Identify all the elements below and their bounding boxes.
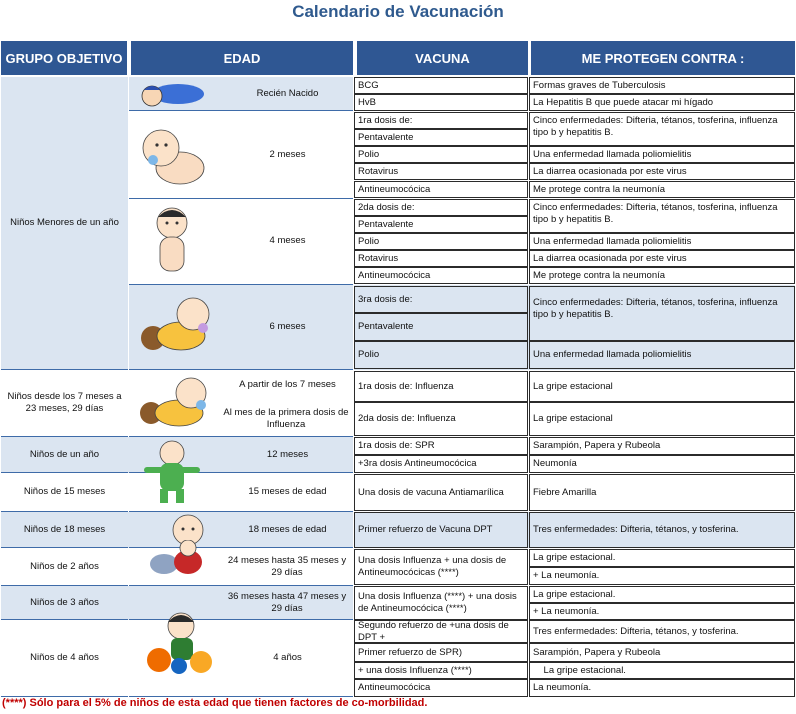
header-grupo-objetivo: GRUPO OBJETIVO: [1, 41, 127, 75]
vacuna-cell: Polio: [354, 233, 528, 250]
edad-text: 6 meses: [269, 321, 306, 333]
protege-cell: Una enfermedad llamada poliomielitis: [529, 341, 795, 369]
baby-4months-icon: [150, 205, 194, 281]
protege-cell: La gripe estacional.: [529, 549, 795, 567]
edad-text: 4 meses: [269, 235, 306, 247]
protege-cell: Una enfermedad llamada poliomielitis: [529, 233, 795, 250]
vacuna-cell: Antineumocócica: [354, 679, 528, 697]
protege-cell: Fiebre Amarilla: [529, 474, 795, 511]
vacuna-cell: Antineumocócica: [354, 181, 528, 198]
edad-text: 15 meses de edad: [248, 486, 327, 498]
protege-cell: Sarampión, Papera y Rubeola: [529, 643, 795, 662]
edad-text: 24 meses hasta 35 meses y 29 días: [227, 555, 347, 578]
protege-cell: Cinco enfermedades: Difteria, tétanos, tosferina, influenza tipo b y hepatitis B.: [529, 199, 795, 233]
baby-7months-icon: [135, 373, 215, 433]
header-vacuna: VACUNA: [357, 41, 528, 75]
vacuna-cell: Una dosis de vacuna Antiamarílica: [354, 474, 528, 511]
protege-cell: La neumonía.: [529, 679, 795, 697]
edad-text: 36 meses hasta 47 meses y 29 días: [227, 591, 347, 614]
protege-cell: Formas graves de Tuberculosis: [529, 77, 795, 94]
vacuna-cell: Polio: [354, 341, 528, 369]
edad-text: 4 años: [273, 652, 302, 664]
group-cell: Niños de 15 meses: [1, 473, 128, 512]
vacuna-cell: 1ra dosis de:: [354, 112, 528, 129]
baby-newborn-icon: [138, 80, 206, 108]
edad-text: 18 meses de edad: [248, 524, 327, 536]
protege-cell: La diarrea ocasionada por este virus: [529, 163, 795, 180]
page-title: Calendario de Vacunación: [292, 2, 504, 21]
edad-text: Al mes de la primera dosis de Influenza: [223, 407, 349, 430]
vacuna-cell: HvB: [354, 94, 528, 111]
baby-2years-icon: [148, 540, 208, 576]
vacuna-cell: Primer refuerzo de Vacuna DPT: [354, 512, 528, 548]
protege-cell: Tres enfermedades: Difteria, tétanos, y tosferina.: [529, 512, 795, 548]
protege-cell: + La neumonía.: [529, 567, 795, 585]
vacuna-cell: Antineumocócica: [354, 267, 528, 284]
protege-cell: La gripe estacional: [529, 371, 795, 402]
group-cell: Niños de un año: [1, 437, 128, 473]
vacuna-cell: 2da dosis de:: [354, 199, 528, 216]
protege-cell: + La neumonía.: [529, 603, 795, 620]
protege-cell: Cinco enfermedades: Difteria, tétanos, tosferina, influenza tipo b y hepatitis B.: [529, 112, 795, 146]
vacuna-cell: Pentavalente: [354, 129, 528, 146]
group-cell: Niños de 2 años: [1, 548, 128, 586]
vacuna-cell: + una dosis Influenza (****): [354, 662, 528, 679]
vacuna-cell: 2da dosis de: Influenza: [354, 402, 528, 436]
edad-text: A partir de los 7 meses: [239, 379, 336, 391]
group-cell: Niños Menores de un año: [1, 77, 128, 370]
baby-6months-icon: [135, 292, 215, 358]
edad-text: 12 meses: [266, 449, 309, 461]
vacuna-cell: Segundo refuerzo de +una dosis de DPT +: [354, 620, 528, 643]
vacuna-cell: 1ra dosis de: SPR: [354, 437, 528, 455]
protege-cell: La gripe estacional: [529, 402, 795, 436]
vacuna-cell: Una dosis Influenza (****) + una dosis de Antineumocócica (****): [354, 586, 528, 620]
edad-text: Recién Nacido: [256, 88, 319, 100]
vacuna-cell: BCG: [354, 77, 528, 94]
protege-cell: La gripe estacional.: [529, 586, 795, 603]
vacuna-cell: Rotavirus: [354, 163, 528, 180]
vacuna-cell: +3ra dosis Antineumocócica: [354, 455, 528, 473]
header-protegen: ME PROTEGEN CONTRA :: [531, 41, 795, 75]
footnote: (****) Sólo para el 5% de niños de esta edad que tienen factores de co-morbilidad.: [2, 697, 428, 709]
vacuna-cell: Una dosis Influenza + una dosis de Antineumocócicas (****): [354, 549, 528, 585]
baby-12months-icon: [140, 439, 204, 505]
baby-2months-icon: [135, 120, 213, 190]
protege-cell: La diarrea ocasionada por este virus: [529, 250, 795, 267]
group-cell: Niños de 4 años: [1, 620, 128, 697]
vacuna-cell: Pentavalente: [354, 216, 528, 233]
protege-cell: Me protege contra la neumonía: [529, 181, 795, 198]
protege-cell: Una enfermedad llamada poliomielitis: [529, 146, 795, 163]
vacuna-cell: Pentavalente: [354, 313, 528, 341]
header-edad: EDAD: [131, 41, 353, 75]
protege-cell: Cinco enfermedades: Difteria, tétanos, tosferina, influenza tipo b y hepatitis B.: [529, 286, 795, 341]
protege-cell: La Hepatitis B que puede atacar mi hígado: [529, 94, 795, 111]
protege-cell: Neumonía: [529, 455, 795, 473]
protege-cell: Tres enfermedades: Difteria, tétanos, y tosferina.: [529, 620, 795, 643]
vacuna-cell: Polio: [354, 146, 528, 163]
protege-cell: Me protege contra la neumonía: [529, 267, 795, 284]
edad-text: 2 meses: [269, 149, 306, 161]
baby-4years-icon: [145, 610, 217, 676]
protege-cell: La gripe estacional.: [529, 662, 795, 679]
protege-cell: Sarampión, Papera y Rubeola: [529, 437, 795, 455]
group-cell: Niños de 3 años: [1, 586, 128, 620]
vacuna-cell: 3ra dosis de:: [354, 286, 528, 313]
vacuna-cell: 1ra dosis de: Influenza: [354, 371, 528, 402]
group-cell: Niños de 18 meses: [1, 512, 128, 548]
vacuna-cell: Rotavirus: [354, 250, 528, 267]
group-cell: Niños desde los 7 meses a 23 meses, 29 días: [1, 370, 128, 437]
vacuna-cell: Primer refuerzo de SPR): [354, 643, 528, 662]
